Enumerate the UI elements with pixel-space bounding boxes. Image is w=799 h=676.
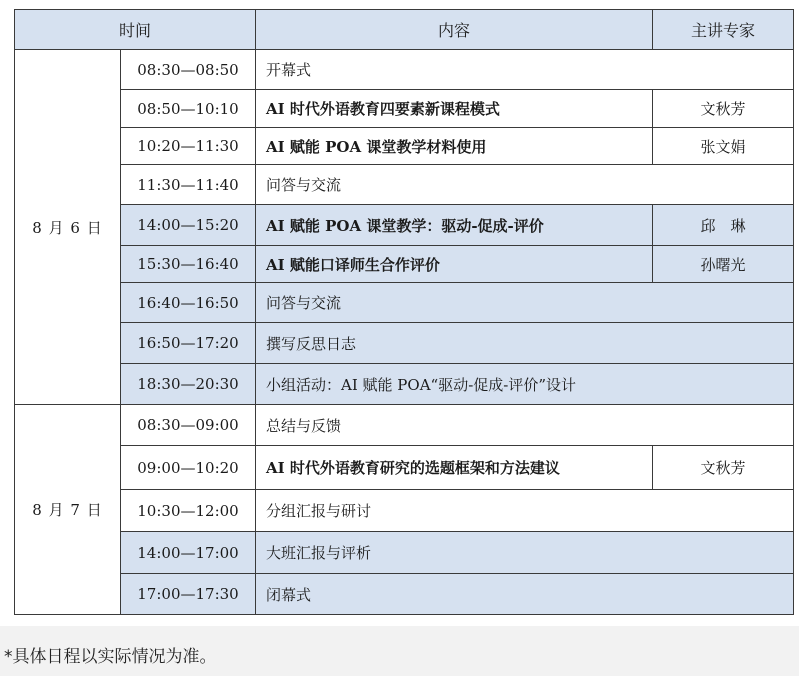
content-cell: 问答与交流 [256, 165, 794, 205]
content-cell: AI 赋能口译师生合作评价 [256, 246, 653, 283]
time-cell: 18:30—20:30 [121, 364, 256, 405]
time-cell: 16:40—16:50 [121, 283, 256, 323]
table-row [15, 405, 794, 446]
content-cell: AI 时代外语教育研究的选题框架和方法建议 [256, 446, 653, 490]
content-cell: 分组汇报与研讨 [256, 490, 794, 532]
table-row [15, 50, 794, 90]
time-cell: 09:00—10:20 [121, 446, 256, 490]
schedule-body [15, 50, 794, 615]
content-cell: 小组活动：AI 赋能 POA“驱动-促成-评价”设计 [256, 364, 794, 405]
header-time: 时间 [15, 10, 256, 50]
table-row [15, 532, 794, 574]
time-cell: 15:30—16:40 [121, 246, 256, 283]
table-row [15, 490, 794, 532]
time-cell: 14:00—15:20 [121, 205, 256, 246]
speaker-cell: 孙曙光 [653, 246, 794, 283]
table-row [15, 90, 794, 128]
speaker-cell: 文秋芳 [653, 446, 794, 490]
header-speaker: 主讲专家 [653, 10, 794, 50]
time-cell: 10:30—12:00 [121, 490, 256, 532]
date-cell: 8 月 6 日 [15, 50, 121, 405]
header-content: 内容 [256, 10, 653, 50]
table-row [15, 574, 794, 615]
content-cell: 开幕式 [256, 50, 794, 90]
content-cell: 撰写反思日志 [256, 323, 794, 364]
time-cell: 10:20—11:30 [121, 128, 256, 165]
content-cell: 问答与交流 [256, 283, 794, 323]
date-cell: 8 月 7 日 [15, 405, 121, 615]
content-cell: 闭幕式 [256, 574, 794, 615]
table-row [15, 283, 794, 323]
table-row [15, 165, 794, 205]
table-row [15, 364, 794, 405]
time-cell: 08:30—09:00 [121, 405, 256, 446]
content-cell: 总结与反馈 [256, 405, 794, 446]
table-row [15, 205, 794, 246]
content-cell: AI 时代外语教育四要素新课程模式 [256, 90, 653, 128]
time-cell: 16:50—17:20 [121, 323, 256, 364]
time-cell: 17:00—17:30 [121, 574, 256, 615]
table-row [15, 246, 794, 283]
table-header-row [15, 10, 794, 50]
speaker-cell: 文秋芳 [653, 90, 794, 128]
time-cell: 08:30—08:50 [121, 50, 256, 90]
speaker-cell: 张文娟 [653, 128, 794, 165]
schedule-table [14, 9, 794, 615]
speaker-cell: 邱 琳 [653, 205, 794, 246]
time-cell: 11:30—11:40 [121, 165, 256, 205]
footnote: *具体日程以实际情况为准。 [4, 647, 217, 667]
time-cell: 08:50—10:10 [121, 90, 256, 128]
table-row [15, 323, 794, 364]
table-row [15, 128, 794, 165]
content-cell: 大班汇报与评析 [256, 532, 794, 574]
time-cell: 14:00—17:00 [121, 532, 256, 574]
content-cell: AI 赋能 POA 课堂教学：驱动-促成-评价 [256, 205, 653, 246]
table-row [15, 446, 794, 490]
content-cell: AI 赋能 POA 课堂教学材料使用 [256, 128, 653, 165]
